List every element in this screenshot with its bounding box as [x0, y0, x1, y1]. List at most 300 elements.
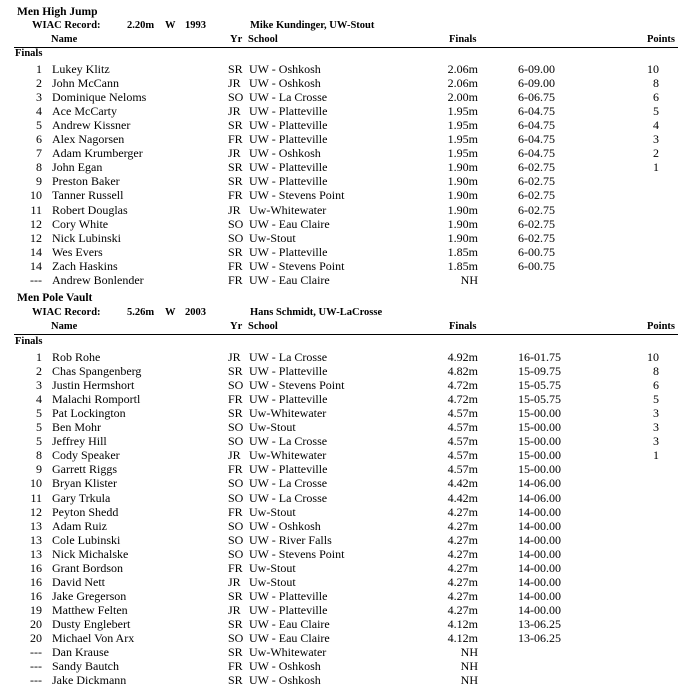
place: 20	[30, 616, 42, 631]
athlete-name: Dan Krause	[52, 645, 109, 660]
athlete-name: Rob Rohe	[52, 350, 101, 364]
school-name: UW - Stevens Point	[249, 546, 345, 561]
result-row	[0, 673, 683, 687]
athlete-name: Lukey Klitz	[52, 62, 110, 76]
school-name: UW - River Falls	[249, 532, 332, 547]
school-name: UW - La Crosse	[249, 476, 328, 491]
class-year: SR	[228, 588, 243, 603]
result-row	[0, 350, 683, 364]
metric-mark: 4.12m	[447, 631, 478, 645]
metric-mark: 4.27m	[447, 532, 478, 547]
metric-mark: 2.06m	[447, 62, 478, 76]
school-name: UW - La Crosse	[249, 434, 328, 449]
school-name: UW - Platteville	[249, 174, 328, 189]
school-name: UW - Oshkosh	[249, 673, 321, 688]
place: 1	[36, 350, 42, 364]
place: 12	[30, 216, 42, 231]
place: 10	[30, 188, 42, 203]
class-year: JR	[228, 202, 241, 217]
class-year: SR	[228, 673, 243, 688]
class-year: JR	[228, 104, 241, 119]
points: 3	[653, 406, 659, 421]
class-year: FR	[228, 132, 243, 147]
class-year: SR	[228, 118, 243, 133]
imperial-mark: 15-00.00	[518, 406, 561, 421]
place: 5	[36, 434, 42, 449]
result-row	[0, 434, 683, 448]
result-row	[0, 217, 683, 231]
place: 4	[36, 392, 42, 407]
result-row	[0, 231, 683, 245]
metric-mark: 1.90m	[447, 230, 478, 245]
athlete-name: Wes Evers	[52, 244, 103, 259]
imperial-mark: 6-06.75	[518, 90, 555, 105]
result-row	[0, 420, 683, 434]
class-year: SO	[228, 90, 244, 105]
points: 3	[653, 434, 659, 449]
imperial-mark: 6-04.75	[518, 146, 555, 161]
metric-mark: 4.27m	[447, 560, 478, 575]
metric-mark: 2.06m	[447, 76, 478, 91]
points: 8	[653, 76, 659, 91]
class-year: JR	[228, 448, 241, 463]
imperial-mark: 6-09.00	[518, 76, 555, 91]
place: 16	[30, 574, 42, 589]
school-name: UW - Platteville	[249, 602, 328, 617]
school-name: Uw-Stout	[249, 574, 296, 589]
place: 10	[30, 476, 42, 491]
imperial-mark: 6-02.75	[518, 188, 555, 203]
class-year: SO	[228, 434, 244, 449]
record-holder: Hans Schmidt, UW-LaCrosse	[250, 307, 383, 318]
result-row	[0, 104, 683, 118]
place: 12	[30, 504, 42, 519]
class-year: SR	[228, 645, 243, 660]
points: 8	[653, 364, 659, 379]
imperial-mark: 14-00.00	[518, 560, 561, 575]
metric-mark: 1.90m	[447, 202, 478, 217]
athlete-name: Cole Lubinski	[52, 532, 121, 547]
metric-mark: 4.57m	[447, 420, 478, 435]
metric-mark: 4.57m	[447, 462, 478, 477]
result-row	[0, 259, 683, 273]
points: 10	[647, 350, 659, 364]
school-name: Uw-Stout	[249, 504, 296, 519]
athlete-name: David Nett	[52, 574, 105, 589]
finals-label: Finals	[15, 48, 43, 59]
place: 5	[36, 420, 42, 435]
athlete-name: Dusty Englebert	[52, 616, 131, 631]
place: 14	[30, 244, 42, 259]
metric-mark: 4.27m	[447, 504, 478, 519]
place: 3	[36, 90, 42, 105]
imperial-mark: 14-00.00	[518, 546, 561, 561]
header-finals: Finals	[449, 321, 477, 332]
metric-mark: 1.85m	[447, 244, 478, 259]
points: 3	[653, 132, 659, 147]
result-row	[0, 90, 683, 104]
result-row	[0, 406, 683, 420]
imperial-mark: 6-02.75	[518, 202, 555, 217]
place: 16	[30, 560, 42, 575]
imperial-mark: 6-09.00	[518, 62, 555, 76]
place: ---	[30, 659, 42, 674]
imperial-mark: 14-06.00	[518, 490, 561, 505]
imperial-mark: 15-00.00	[518, 434, 561, 449]
class-year: JR	[228, 602, 241, 617]
metric-mark: 4.57m	[447, 406, 478, 421]
finals-label: Finals	[15, 336, 43, 347]
place: 11	[30, 490, 42, 505]
record-w: W	[165, 20, 176, 31]
school-name: UW - Eau Claire	[249, 631, 330, 645]
metric-mark: 4.57m	[447, 434, 478, 449]
imperial-mark: 15-05.75	[518, 378, 561, 393]
imperial-mark: 16-01.75	[518, 350, 561, 364]
imperial-mark: 13-06.25	[518, 631, 561, 645]
school-name: Uw-Stout	[249, 420, 296, 435]
imperial-mark: 6-02.75	[518, 216, 555, 231]
metric-mark: 1.90m	[447, 174, 478, 189]
points: 1	[653, 448, 659, 463]
result-row	[0, 203, 683, 217]
school-name: UW - Oshkosh	[249, 62, 321, 76]
school-name: UW - La Crosse	[249, 490, 328, 505]
result-row	[0, 448, 683, 462]
athlete-name: Pat Lockington	[52, 406, 126, 421]
imperial-mark: 6-04.75	[518, 104, 555, 119]
imperial-mark: 14-00.00	[518, 588, 561, 603]
athlete-name: Gary Trkula	[52, 490, 111, 505]
header-name: Name	[51, 321, 78, 332]
place: 14	[30, 258, 42, 273]
school-name: UW - La Crosse	[249, 350, 328, 364]
result-row	[0, 659, 683, 673]
school-name: Uw-Whitewater	[249, 202, 327, 217]
place: 11	[30, 202, 42, 217]
imperial-mark: 15-05.75	[518, 392, 561, 407]
metric-mark: 1.90m	[447, 160, 478, 175]
imperial-mark: 6-02.75	[518, 160, 555, 175]
result-row	[0, 188, 683, 202]
metric-mark: 4.82m	[447, 364, 478, 379]
school-name: UW - Eau Claire	[249, 216, 330, 231]
school-name: UW - Oshkosh	[249, 146, 321, 161]
metric-mark: 1.95m	[447, 146, 478, 161]
record-holder: Mike Kundinger, UW-Stout	[250, 20, 375, 31]
school-name: UW - Oshkosh	[249, 518, 321, 533]
imperial-mark: 14-00.00	[518, 532, 561, 547]
school-name: UW - Platteville	[249, 588, 328, 603]
class-year: SO	[228, 216, 244, 231]
place: 9	[36, 462, 42, 477]
metric-mark: 1.90m	[447, 188, 478, 203]
school-name: UW - Oshkosh	[249, 76, 321, 91]
metric-mark: 4.27m	[447, 518, 478, 533]
event-title: Men Pole Vault	[17, 292, 93, 304]
metric-mark: 4.27m	[447, 546, 478, 561]
school-name: UW - Stevens Point	[249, 188, 345, 203]
class-year: SR	[228, 62, 243, 76]
record-label: WIAC Record:	[32, 307, 101, 318]
header-divider	[14, 47, 678, 48]
imperial-mark: 15-00.00	[518, 462, 561, 477]
class-year: SO	[228, 518, 244, 533]
place: 5	[36, 406, 42, 421]
athlete-name: Ace McCarty	[52, 104, 117, 119]
metric-mark: NH	[460, 659, 478, 674]
imperial-mark: 6-02.75	[518, 230, 555, 245]
school-name: UW - Oshkosh	[249, 659, 321, 674]
class-year: FR	[228, 462, 243, 477]
place: 8	[36, 160, 42, 175]
metric-mark: 4.27m	[447, 574, 478, 589]
points: 4	[653, 118, 659, 133]
class-year: JR	[228, 574, 241, 589]
result-row	[0, 575, 683, 589]
school-name: UW - Stevens Point	[249, 378, 345, 393]
metric-mark: 4.27m	[447, 588, 478, 603]
imperial-mark: 14-06.00	[518, 476, 561, 491]
metric-mark: 1.85m	[447, 258, 478, 273]
place: ---	[30, 673, 42, 688]
athlete-name: Zach Haskins	[52, 258, 118, 273]
school-name: UW - Platteville	[249, 392, 328, 407]
result-row	[0, 533, 683, 547]
class-year: SO	[228, 476, 244, 491]
athlete-name: Cody Speaker	[52, 448, 120, 463]
athlete-name: Justin Hermshort	[52, 378, 135, 393]
imperial-mark: 6-00.75	[518, 244, 555, 259]
result-row	[0, 160, 683, 174]
school-name: UW - Platteville	[249, 132, 328, 147]
class-year: FR	[228, 258, 243, 273]
place: 1	[36, 62, 42, 76]
record-year: 1993	[185, 20, 206, 31]
class-year: SO	[228, 532, 244, 547]
place: 6	[36, 132, 42, 147]
result-row	[0, 378, 683, 392]
athlete-name: Adam Krumberger	[52, 146, 143, 161]
school-name: UW - Platteville	[249, 160, 328, 175]
school-name: UW - Eau Claire	[249, 272, 330, 287]
points: 2	[653, 146, 659, 161]
place: 5	[36, 118, 42, 133]
school-name: UW - La Crosse	[249, 90, 328, 105]
imperial-mark: 14-00.00	[518, 518, 561, 533]
place: 13	[30, 532, 42, 547]
place: 16	[30, 588, 42, 603]
athlete-name: Grant Bordson	[52, 560, 123, 575]
school-name: UW - Platteville	[249, 118, 328, 133]
athlete-name: Sandy Bautch	[52, 659, 119, 674]
athlete-name: Chas Spangenberg	[52, 364, 142, 379]
points: 10	[647, 62, 659, 76]
points: 6	[653, 90, 659, 105]
metric-mark: 1.95m	[447, 118, 478, 133]
athlete-name: Adam Ruiz	[52, 518, 107, 533]
metric-mark: 4.72m	[447, 392, 478, 407]
header-points: Points	[647, 34, 676, 45]
athlete-name: Michael Von Arx	[52, 631, 135, 645]
imperial-mark: 6-02.75	[518, 174, 555, 189]
imperial-mark: 14-00.00	[518, 602, 561, 617]
class-year: SO	[228, 631, 244, 645]
record-mark: 5.26m	[127, 307, 155, 318]
metric-mark: 4.42m	[447, 476, 478, 491]
imperial-mark: 6-00.75	[518, 258, 555, 273]
athlete-name: Ben Mohr	[52, 420, 101, 435]
class-year: FR	[228, 659, 243, 674]
athlete-name: Andrew Bonlender	[52, 272, 144, 287]
school-name: Uw-Whitewater	[249, 406, 327, 421]
result-row	[0, 561, 683, 575]
metric-mark: 1.90m	[447, 216, 478, 231]
metric-mark: 4.72m	[447, 378, 478, 393]
athlete-name: Alex Nagorsen	[52, 132, 125, 147]
class-year: FR	[228, 560, 243, 575]
header-yr: Yr	[230, 321, 243, 332]
metric-mark: 4.12m	[447, 616, 478, 631]
points: 5	[653, 104, 659, 119]
place: 9	[36, 174, 42, 189]
result-row	[0, 645, 683, 659]
result-row	[0, 174, 683, 188]
school-name: Uw-Whitewater	[249, 448, 327, 463]
header-points: Points	[647, 321, 676, 332]
class-year: SO	[228, 230, 244, 245]
result-row	[0, 364, 683, 378]
athlete-name: Nick Michalske	[52, 546, 129, 561]
class-year: SO	[228, 378, 244, 393]
athlete-name: Cory White	[52, 216, 109, 231]
header-school: School	[248, 321, 278, 332]
metric-mark: 4.42m	[447, 490, 478, 505]
class-year: SR	[228, 244, 243, 259]
metric-mark: 4.27m	[447, 602, 478, 617]
school-name: UW - Platteville	[249, 462, 328, 477]
result-row	[0, 118, 683, 132]
imperial-mark: 15-00.00	[518, 420, 561, 435]
athlete-name: Peyton Shedd	[52, 504, 119, 519]
place: 3	[36, 378, 42, 393]
place: 2	[36, 76, 42, 91]
result-row	[0, 491, 683, 505]
result-row	[0, 132, 683, 146]
class-year: SR	[228, 616, 243, 631]
result-row	[0, 76, 683, 90]
result-row	[0, 505, 683, 519]
place: 20	[30, 631, 42, 645]
header-school: School	[248, 34, 278, 45]
result-row	[0, 589, 683, 603]
school-name: Uw-Whitewater	[249, 645, 327, 660]
school-name: UW - Platteville	[249, 364, 328, 379]
result-row	[0, 547, 683, 561]
class-year: SO	[228, 490, 244, 505]
result-row	[0, 245, 683, 259]
imperial-mark: 15-00.00	[518, 448, 561, 463]
record-year: 2003	[185, 307, 206, 318]
result-row	[0, 476, 683, 490]
class-year: SR	[228, 364, 243, 379]
place: 2	[36, 364, 42, 379]
result-row	[0, 462, 683, 476]
points: 3	[653, 420, 659, 435]
school-name: UW - Platteville	[249, 104, 328, 119]
athlete-name: Malachi Romportl	[52, 392, 141, 407]
athlete-name: Nick Lubinski	[52, 230, 121, 245]
athlete-name: Bryan Klister	[52, 476, 117, 491]
class-year: JR	[228, 76, 241, 91]
result-row	[0, 617, 683, 631]
athlete-name: Tanner Russell	[52, 188, 124, 203]
class-year: FR	[228, 188, 243, 203]
class-year: JR	[228, 350, 241, 364]
metric-mark: NH	[460, 673, 478, 688]
points: 5	[653, 392, 659, 407]
athlete-name: Jeffrey Hill	[52, 434, 107, 449]
class-year: SR	[228, 174, 243, 189]
athlete-name: Robert Douglas	[52, 202, 128, 217]
record-mark: 2.20m	[127, 20, 155, 31]
school-name: Uw-Stout	[249, 230, 296, 245]
metric-mark: 4.57m	[447, 448, 478, 463]
place: ---	[30, 645, 42, 660]
metric-mark: NH	[460, 272, 478, 287]
record-w: W	[165, 307, 176, 318]
imperial-mark: 6-04.75	[518, 118, 555, 133]
place: 7	[36, 146, 42, 161]
place: 12	[30, 230, 42, 245]
class-year: FR	[228, 504, 243, 519]
imperial-mark: 13-06.25	[518, 616, 561, 631]
class-year: SO	[228, 420, 244, 435]
school-name: UW - Stevens Point	[249, 258, 345, 273]
class-year: FR	[228, 272, 243, 287]
points: 1	[653, 160, 659, 175]
event-title: Men High Jump	[17, 6, 98, 18]
points: 6	[653, 378, 659, 393]
header-divider	[14, 334, 678, 335]
imperial-mark: 15-09.75	[518, 364, 561, 379]
athlete-name: Jake Dickmann	[52, 673, 127, 688]
class-year: SR	[228, 406, 243, 421]
metric-mark: 1.95m	[447, 104, 478, 119]
result-row	[0, 519, 683, 533]
metric-mark: NH	[460, 645, 478, 660]
place: 19	[30, 602, 42, 617]
imperial-mark: 14-00.00	[518, 504, 561, 519]
athlete-name: Matthew Felten	[52, 602, 128, 617]
athlete-name: Jake Gregerson	[52, 588, 127, 603]
imperial-mark: 6-04.75	[518, 132, 555, 147]
athlete-name: Dominique Neloms	[52, 90, 147, 105]
athlete-name: John McCann	[52, 76, 119, 91]
result-row	[0, 603, 683, 617]
header-finals: Finals	[449, 34, 477, 45]
athlete-name: Preston Baker	[52, 174, 120, 189]
header-yr: Yr	[230, 34, 243, 45]
athlete-name: Andrew Kissner	[52, 118, 131, 133]
imperial-mark: 14-00.00	[518, 574, 561, 589]
class-year: JR	[228, 146, 241, 161]
place: 4	[36, 104, 42, 119]
athlete-name: John Egan	[52, 160, 103, 175]
record-label: WIAC Record:	[32, 20, 101, 31]
metric-mark: 4.92m	[447, 350, 478, 364]
metric-mark: 2.00m	[447, 90, 478, 105]
